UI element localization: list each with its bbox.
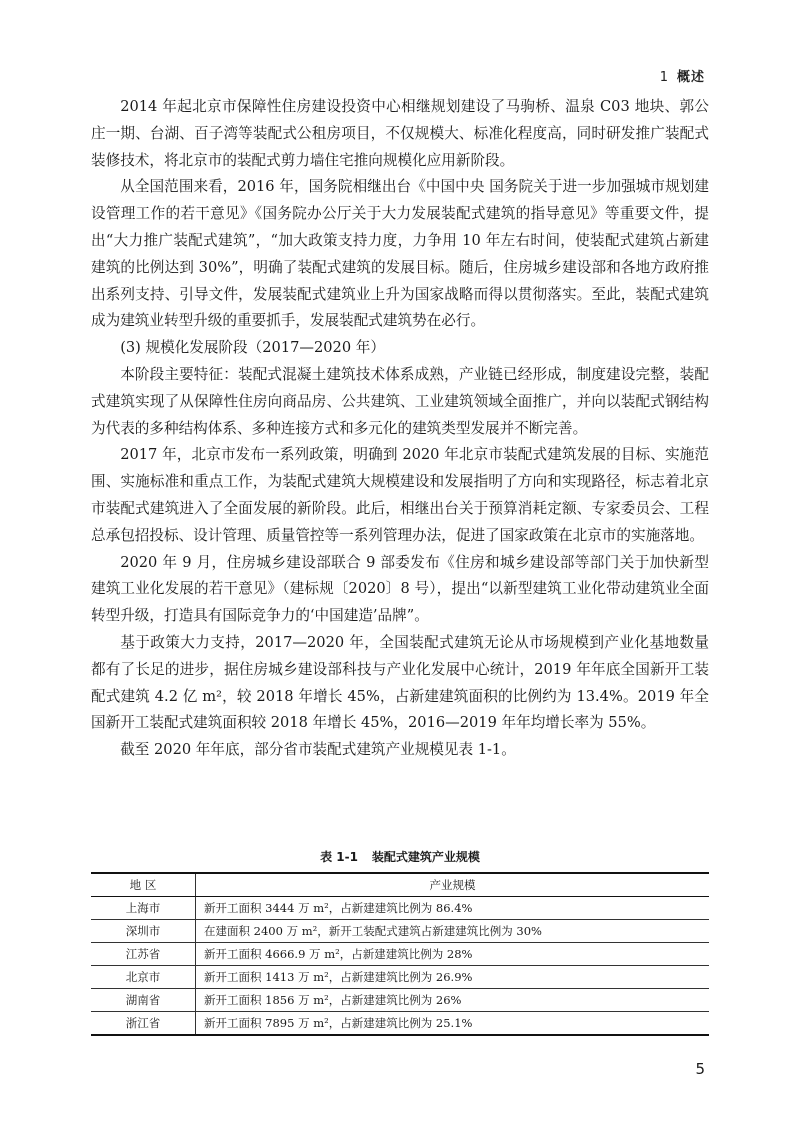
- table-header-row: [91, 873, 709, 897]
- scale-cell: 新开工面积 7895 万 m²，占新建建筑比例为 25.1%: [196, 1012, 710, 1036]
- table-row: [91, 966, 709, 989]
- paragraph: 从全国范围来看，2016 年，国务院相继出台《中国中央 国务院关于进一步加强城市规划建设管理工作的若干意见》《国务院办公厅关于大力发展装配式建筑的指导意见》等重要文件，提出“大力推广装配式建筑”，“加大政策支持力度，力争用 10 年左右时间，使装配式建筑占新建建筑的比例达到 30%”，明确了装配式建筑的发展目标。随后，住房城乡建设部和各地方政府推出系列支持、引导文件，发展装配式建筑业上升为国家战略而得以贯彻落实。至此，装配式建筑成为建筑业转型升级的重要抓手，发展装配式建筑势在必行。: [91, 178, 709, 330]
- region-cell: 上海市: [91, 897, 196, 920]
- region-cell: 江苏省: [91, 943, 196, 966]
- paragraph: 2014 年起北京市保障性住房建设投资中心相继规划建设了马驹桥、温泉 C03 地块、郭公庄一期、台湖、百子湾等装配式公租房项目，不仅规模大、标准化程度高，同时研发推广装配式装修技术，将北京市的装配式剪力墙住宅推向规模化应用新阶段。: [91, 98, 709, 169]
- paragraph: 2017 年，北京市发布一系列政策，明确到 2020 年北京市装配式建筑发展的目标、实施范围、实施标准和重点工作，为装配式建筑大规模建设和发展指明了方向和实现路径，标志着北京市装配式建筑进入了全面发展的新阶段。此后，相继出台关于预算消耗定额、专家委员会、工程总承包招投标、设计管理、质量管控等一系列管理办法，促进了国家政策在北京市的实施落地。: [91, 446, 709, 544]
- paragraph: 截至 2020 年年底，部分省市装配式建筑产业规模见表 1-1。: [120, 741, 516, 759]
- paragraph: 基于政策大力支持，2017—2020 年，全国装配式建筑无论从市场规模到产业化基地数量都有了长足的进步，据住房城乡建设部科技与产业化发展中心统计，2019 年年底全国新开工装配式建筑 4.2 亿 m²，较 2018 年增长 45%，占新建建筑面积的比例约为 13.4%。2019 年全国新开工装配式建筑面积较 2018 年增长 45%，2016—2019 年年均增长率为 55%。: [91, 633, 709, 732]
- chapter-number: 1: [659, 70, 669, 85]
- column-header-region: 地 区: [91, 873, 196, 897]
- scale-cell: 新开工面积 1856 万 m²，占新建建筑比例为 26%: [196, 989, 710, 1012]
- region-cell: 北京市: [91, 966, 196, 989]
- region-cell: 浙江省: [91, 1012, 196, 1036]
- table-row: [91, 920, 709, 943]
- chapter-title: 概述: [676, 70, 705, 85]
- region-cell: 深圳市: [91, 920, 196, 943]
- table-title: 装配式建筑产业规模: [371, 850, 480, 864]
- paragraph: 2020 年 9 月，住房城乡建设部联合 9 部委发布《住房和城乡建设部等部门关于加快新型建筑工业化发展的若干意见》（建标规〔2020〕8 号），提出“以新型建筑工业化带动建筑业全面转型升级，打造具有国际竞争力的‘中国建造’品牌”。: [91, 553, 709, 625]
- running-header: [660, 66, 705, 85]
- body-text: [91, 94, 709, 764]
- table-number: 表 1-1: [320, 850, 358, 864]
- section-heading: (3) 规模化发展阶段（2017—2020 年）: [120, 339, 385, 357]
- table-row: [91, 897, 709, 920]
- scale-cell: 新开工面积 4666.9 万 m²，占新建建筑比例为 28%: [196, 943, 710, 966]
- column-header-scale: 产业规模: [196, 873, 710, 897]
- paragraph: 本阶段主要特征：装配式混凝土建筑技术体系成熟，产业链已经形成，制度建设完整，装配式建筑实现了从保障性住房向商品房、公共建筑、工业建筑领域全面推广，并向以装配式钢结构为代表的多种结构体系、多种连接方式和多元化的建筑类型发展并不断完善。: [91, 365, 709, 437]
- scale-cell: 新开工面积 3444 万 m²，占新建建筑比例为 86.4%: [196, 897, 710, 920]
- table-row: [91, 943, 709, 966]
- scale-cell: 在建面积 2400 万 m²，新开工装配式建筑占新建建筑比例为 30%: [196, 920, 710, 943]
- scale-cell: 新开工面积 1413 万 m²，占新建建筑比例为 26.9%: [196, 966, 710, 989]
- table-row: [91, 1012, 709, 1036]
- region-cell: 湖南省: [91, 989, 196, 1012]
- page-number: 5: [695, 1060, 705, 1078]
- table-caption: [91, 848, 709, 865]
- table-row: [91, 989, 709, 1012]
- industry-scale-table: [91, 872, 709, 1036]
